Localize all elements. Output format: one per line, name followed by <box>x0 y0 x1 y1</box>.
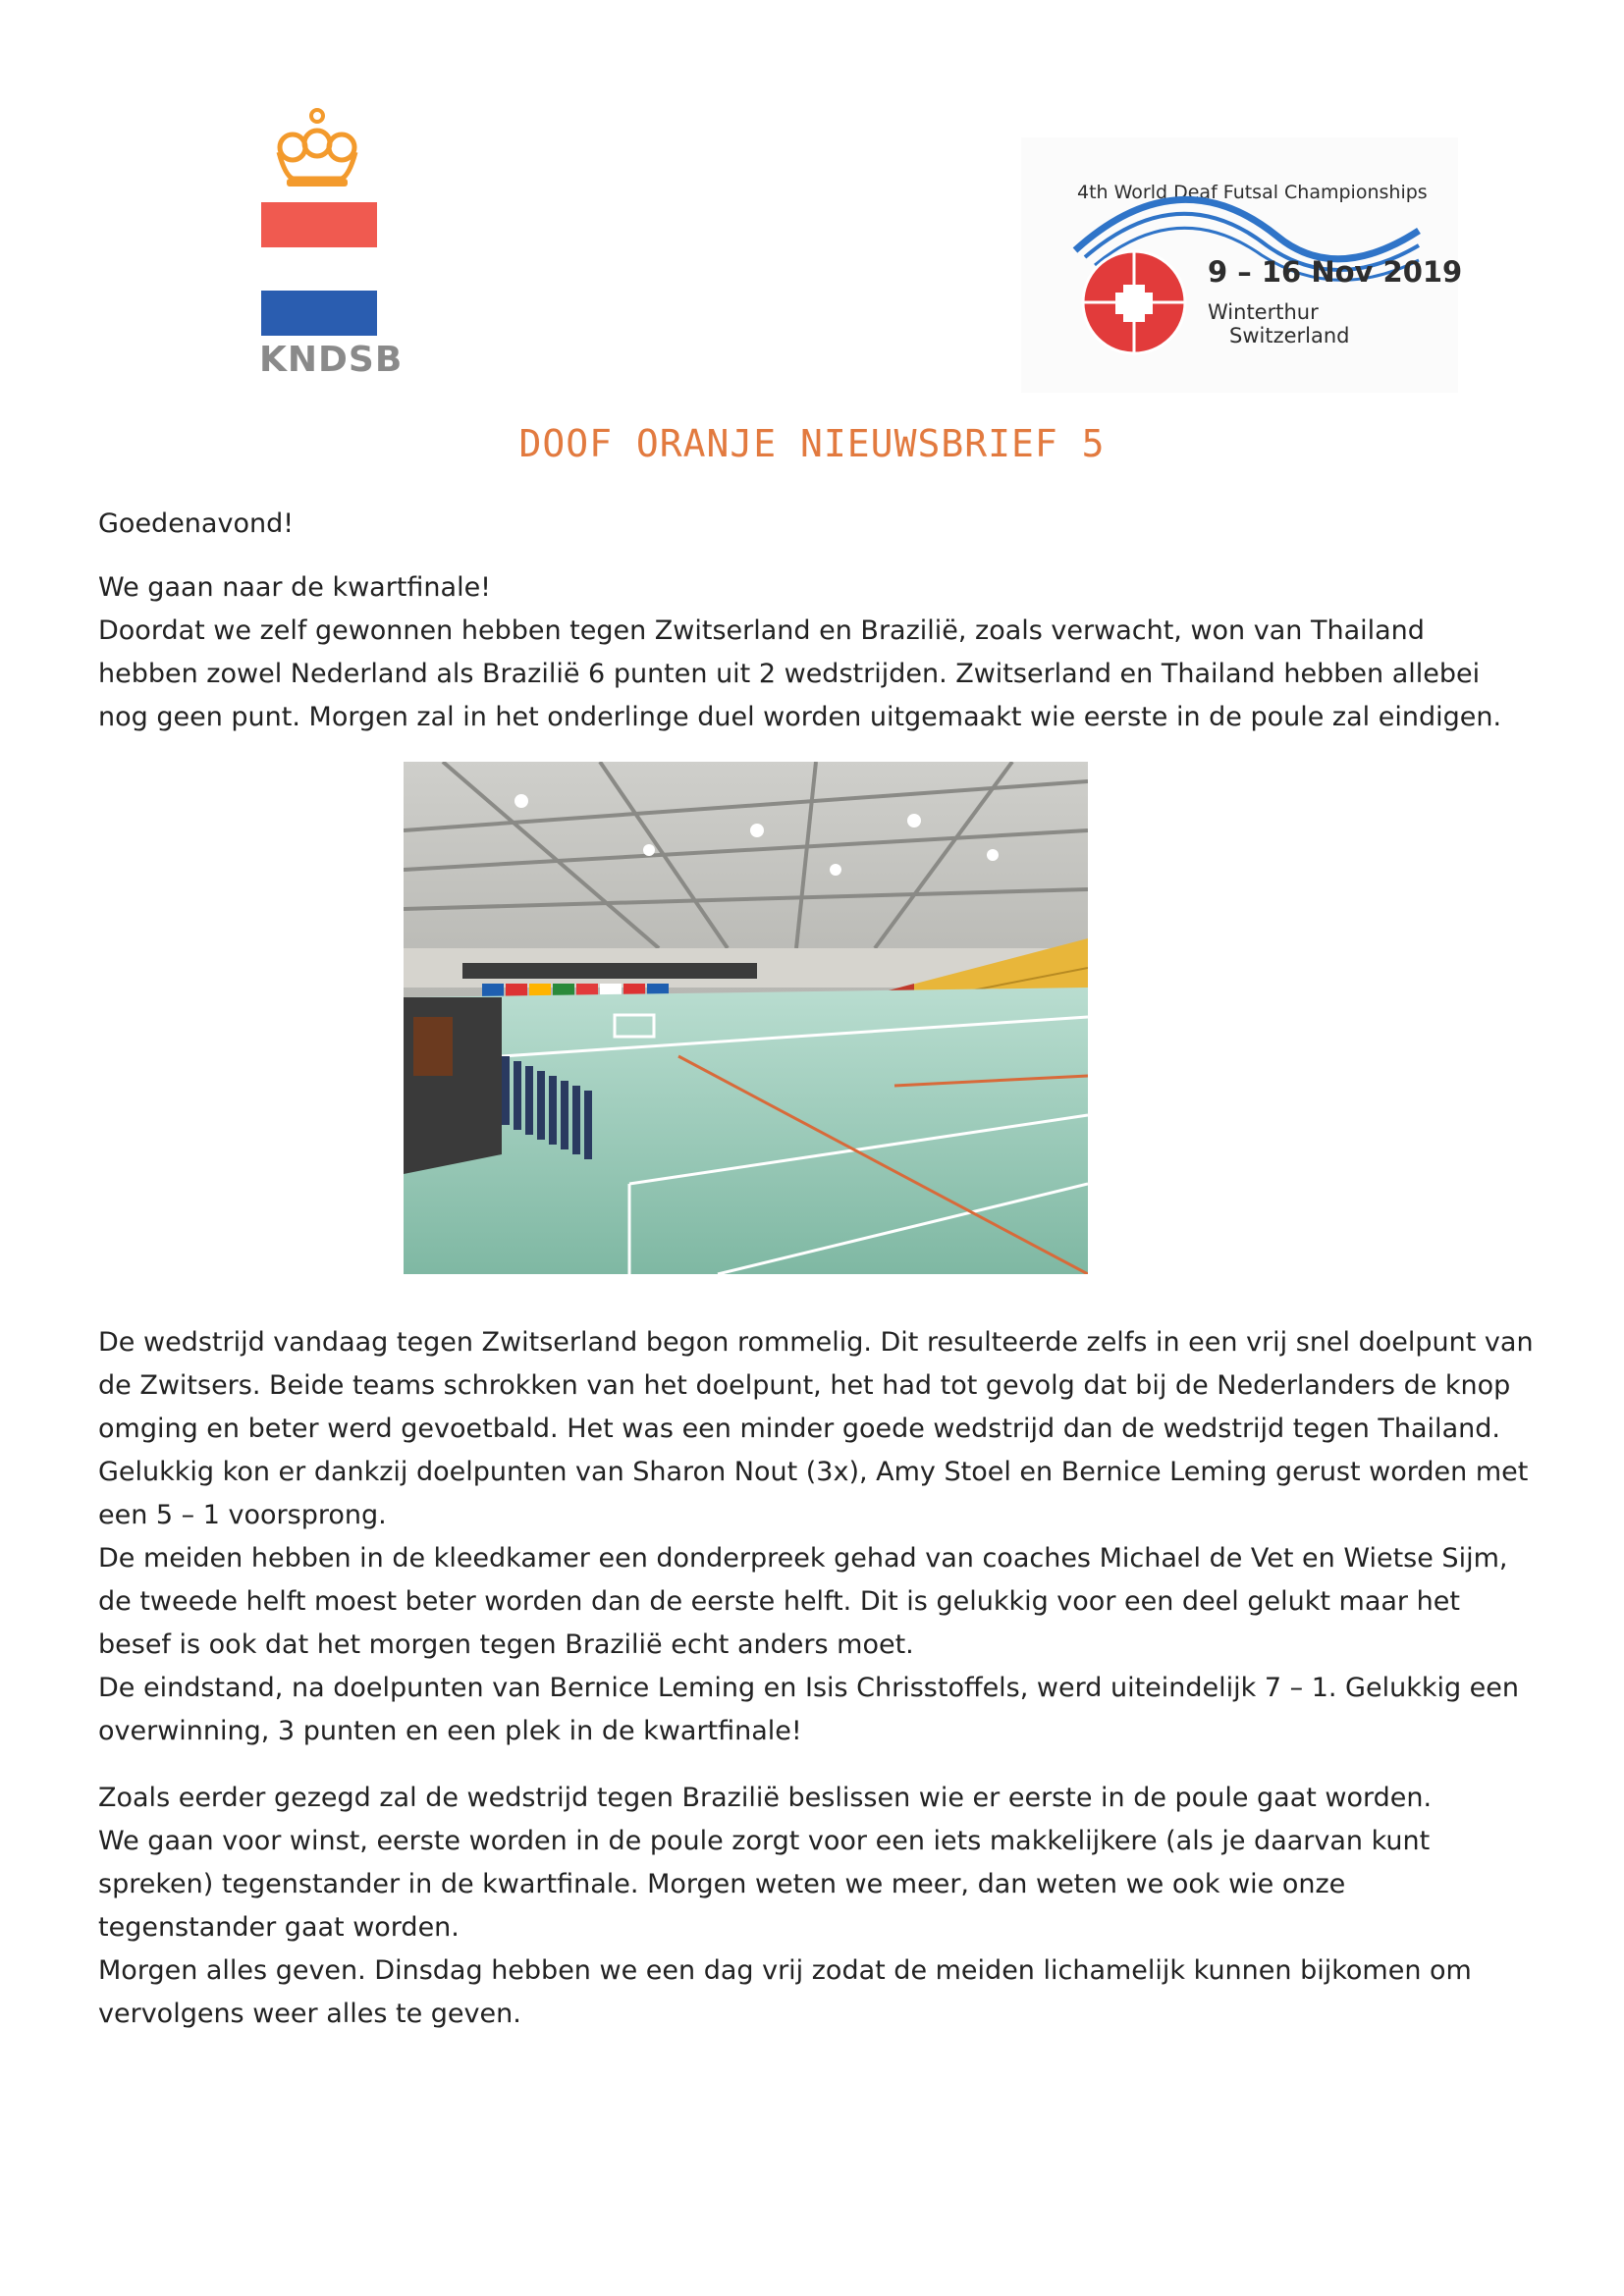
championship-city: Winterthur <box>1208 300 1319 324</box>
championship-title: 4th World Deaf Futsal Championships <box>1077 182 1428 203</box>
text-line: De wedstrijd vandaag tegen Zwitserland begon rommelig. Dit resulteerde zelfs in een vrij snel doelpunt van <box>98 1327 1534 1358</box>
text-line: Doordat we zelf gewonnen hebben tegen Zwitserland en Brazilië, zoals verwacht, won van Thailand <box>98 615 1425 646</box>
text-line: Zoals eerder gezegd zal de wedstrijd tegen Brazilië beslissen wie er eerste in de poule gaat worden. <box>98 1783 1433 1813</box>
text-line: Gelukkig kon er dankzij doelpunten van Sharon Nout (3x), Amy Stoel en Bernice Leming gerust worden met <box>98 1457 1529 1487</box>
championship-country: Switzerland <box>1229 324 1350 347</box>
text-line: De eindstand, na doelpunten van Bernice Leming en Isis Chrisstoffels, werd uiteindelijk 7 – 1. Gelukkig een <box>98 1673 1520 1703</box>
text-line: omging en beter werd gevoetbald. Het was een minder goede wedstrijd dan de wedstrijd tegen Thailand. <box>98 1414 1500 1444</box>
text-line: overwinning, 3 punten en een plek in de kwartfinale! <box>98 1716 802 1746</box>
text-line: nog geen punt. Morgen zal in het onderlinge duel worden uitgemaakt wie eerste in de poule zal eindigen. <box>98 702 1502 732</box>
greeting <box>98 503 1551 546</box>
newsletter-title: DOOF ORANJE NIEUWSBRIEF 5 <box>518 422 1106 465</box>
text-line: besef is ook dat het morgen tegen Brazilië echt anders moet. <box>98 1629 914 1660</box>
kndsb-wordmark: KNDSB <box>259 340 404 380</box>
championship-dates: 9 – 16 Nov 2019 <box>1208 255 1463 289</box>
closing-paragraph <box>98 1777 1551 2036</box>
match-report-paragraph <box>98 1321 1551 1753</box>
text-line: Morgen alles geven. Dinsdag hebben we een dag vrij zodat de meiden lichamelijk kunnen bijkomen om <box>98 1955 1472 1986</box>
intro-paragraph <box>98 566 1551 739</box>
text-line: We gaan voor winst, eerste worden in de poule zorgt voor een iets makkelijkere (als je daarvan kunt <box>98 1826 1431 1856</box>
greeting-line: Goedenavond! <box>98 508 295 539</box>
text-line: We gaan naar de kwartfinale! <box>98 572 492 603</box>
sports-hall-photo <box>404 762 1088 1274</box>
text-line: hebben zowel Nederland als Brazilië 6 punten uit 2 wedstrijden. Zwitserland en Thailand hebben allebei <box>98 659 1481 689</box>
text-line: spreken) tegenstander in de kwartfinale. Morgen weten we meer, dan weten we ook wie onze <box>98 1869 1346 1899</box>
text-line: vervolgens weer alles te geven. <box>98 1999 521 2029</box>
text-line: de tweede helft moest beter worden dan de eerste helft. Dit is gelukkig voor een deel gelukt maar het <box>98 1586 1460 1617</box>
text-line: de Zwitsers. Beide teams schrokken van het doelpunt, het had tot gevolg dat bij de Nederlanders de knop <box>98 1370 1511 1401</box>
text-line: De meiden hebben in de kleedkamer een donderpreek gehad van coaches Michael de Vet en Wietse Sijm, <box>98 1543 1508 1574</box>
text-line: tegenstander gaat worden. <box>98 1912 460 1943</box>
kndsb-logo <box>253 108 404 383</box>
championship-logo <box>1021 137 1463 393</box>
text-line: een 5 – 1 voorsprong. <box>98 1500 387 1530</box>
